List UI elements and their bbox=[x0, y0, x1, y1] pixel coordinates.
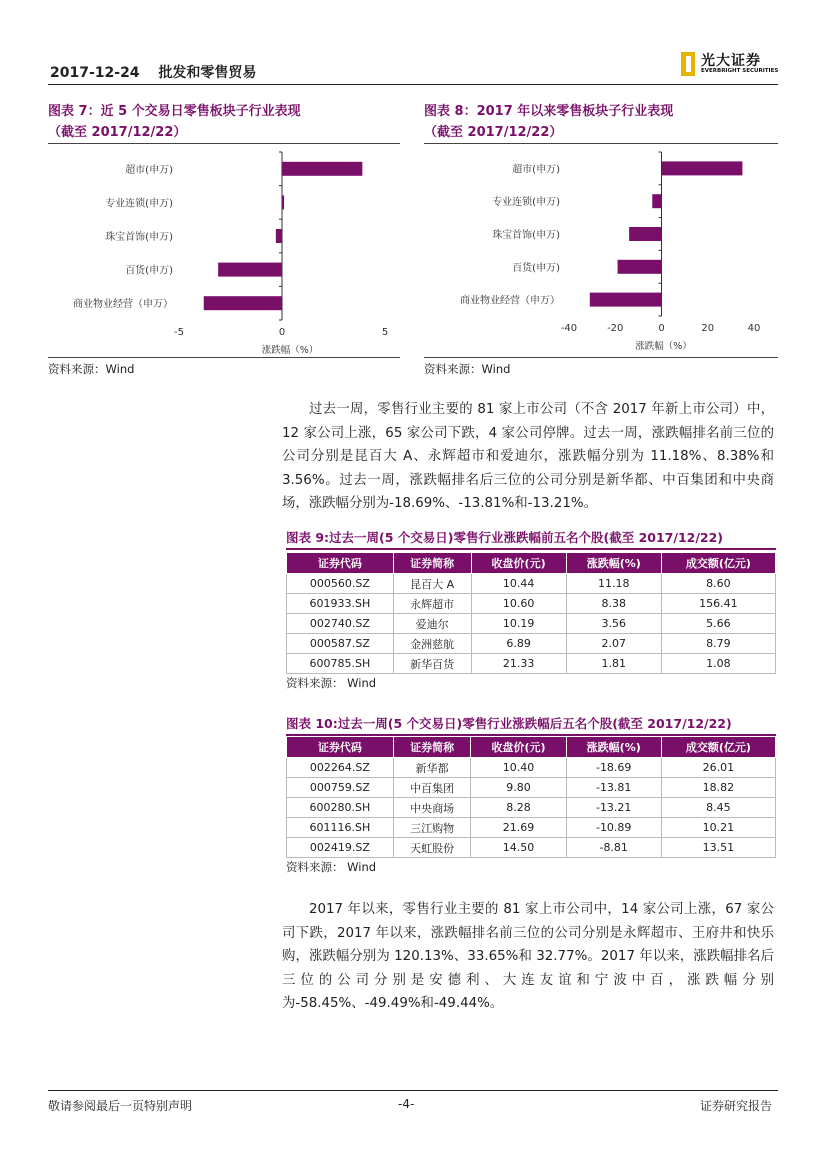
table-cell: 爱迪尔 bbox=[393, 614, 471, 634]
table-cell: -18.69 bbox=[566, 758, 661, 778]
fig7-top-rule bbox=[48, 143, 400, 144]
table-cell: 000587.SZ bbox=[287, 634, 394, 654]
table-cell: 601933.SH bbox=[287, 594, 394, 614]
x-tick-label: -40 bbox=[560, 323, 578, 334]
fig8-chart bbox=[424, 146, 778, 354]
paragraph-ytd bbox=[282, 898, 774, 1016]
column-header: 证券代码 bbox=[287, 737, 394, 758]
x-tick-label: 5 bbox=[381, 327, 389, 338]
table-cell: 21.33 bbox=[471, 654, 566, 674]
bar bbox=[590, 293, 662, 307]
table-cell: 11.18 bbox=[566, 574, 661, 594]
table-cell: 天虹股份 bbox=[393, 838, 471, 858]
table-cell: 002740.SZ bbox=[287, 614, 394, 634]
column-header: 涨跌幅(%) bbox=[566, 737, 661, 758]
category-label: 专业连锁(申万) bbox=[492, 197, 560, 209]
fig7-title bbox=[48, 101, 301, 143]
table9-caption: 图表 9:过去一周(5 个交易日)零售行业涨跌幅前五名个股(截至 2017/12/22) bbox=[286, 530, 724, 545]
column-header: 证券简称 bbox=[393, 737, 471, 758]
category-label: 百货(申万) bbox=[125, 265, 173, 277]
logo-subtext: EVERBRIGHT SECURITIES bbox=[701, 68, 779, 74]
table-cell: 3.56 bbox=[566, 614, 661, 634]
fig7-title-line1: 图表 7：近 5 个交易日零售板块子行业表现 bbox=[48, 104, 301, 119]
paragraph-weekly-text: 过去一周，零售行业主要的 81 家上市公司（不含 2017 年新上市公司）中，12 家公司上涨，65 家公司下跌，4 家公司停牌。过去一周，涨跌幅排名前三位的公司分别是昆百大 A、永辉超市和爱迪尔，涨跌幅分别为 11.18%、8.38%和 3.56%。过去一周，涨跌幅排名后三位的公司分别是新华都、中百集团和中央商场，涨跌幅分别为-18.69%、-13.81%和-13.21%。 bbox=[282, 402, 774, 512]
bar bbox=[629, 227, 661, 241]
table-cell: 8.38 bbox=[566, 594, 661, 614]
page-number: -4- bbox=[398, 1097, 415, 1111]
x-tick-label: -5 bbox=[174, 327, 184, 338]
table-cell: 新华百货 bbox=[393, 654, 471, 674]
table-cell: 三江购物 bbox=[393, 818, 471, 838]
table-cell: 26.01 bbox=[661, 758, 775, 778]
x-axis-title: 涨跌幅（%） bbox=[635, 341, 692, 352]
table-cell: 10.44 bbox=[471, 574, 566, 594]
x-tick-label: -20 bbox=[607, 323, 624, 334]
table-row bbox=[287, 654, 776, 674]
report-sector: 批发和零售贸易 bbox=[158, 65, 257, 81]
fig8-title-line2: （截至 2017/12/22） bbox=[424, 125, 563, 140]
table-cell: 2.07 bbox=[566, 634, 661, 654]
x-tick-label: 0 bbox=[658, 323, 665, 334]
table-cell: 中百集团 bbox=[393, 778, 471, 798]
table-row bbox=[287, 614, 776, 634]
table-cell: -10.89 bbox=[566, 818, 661, 838]
table-row bbox=[287, 818, 776, 838]
table-cell: 1.08 bbox=[661, 654, 775, 674]
footer-divider bbox=[48, 1090, 778, 1091]
table-cell: 8.60 bbox=[661, 574, 775, 594]
fig7-bottom-rule bbox=[48, 357, 400, 358]
table-cell: 000560.SZ bbox=[287, 574, 394, 594]
paragraph-ytd-text: 2017 年以来，零售行业主要的 81 家上市公司中，14 家公司上涨，67 家公司下跌，2017 年以来，涨跌幅排名前三位的公司分别是永辉超市、王府井和快乐购，涨跌幅分别为 120.13%、33.65%和 32.77%。2017 年以来，涨跌幅排名后三位的公司分别是安德利、大连友谊和宁波中百，涨跌幅分别为-58.45%、-49.49%和-49.44%。 bbox=[282, 902, 774, 1012]
table-cell: 600280.SH bbox=[287, 798, 394, 818]
table10-source: 资料来源： Wind bbox=[286, 860, 377, 874]
table-row bbox=[287, 758, 776, 778]
table-cell: 14.50 bbox=[471, 838, 566, 858]
report-date: 2017-12-24 bbox=[50, 65, 140, 81]
category-label: 超市(申万) bbox=[512, 164, 560, 176]
footer-report-type: 证券研究报告 bbox=[700, 1099, 773, 1113]
table10-caption: 图表 10:过去一周(5 个交易日)零售行业涨跌幅后五名个股(截至 2017/12/22) bbox=[286, 716, 732, 731]
fig8-title bbox=[424, 101, 673, 143]
table-row bbox=[287, 594, 776, 614]
table-cell: -13.81 bbox=[566, 778, 661, 798]
bar bbox=[204, 296, 282, 310]
fig7-chart bbox=[48, 146, 400, 354]
header-divider bbox=[48, 84, 778, 85]
column-header: 收盘价(元) bbox=[471, 553, 566, 574]
table-cell: 金洲慈航 bbox=[393, 634, 471, 654]
table-row bbox=[287, 798, 776, 818]
table-cell: 002419.SZ bbox=[287, 838, 394, 858]
category-label: 百货(申万) bbox=[512, 262, 560, 274]
category-label: 珠宝首饰(申万) bbox=[492, 230, 560, 241]
table9-source: 资料来源： Wind bbox=[286, 676, 377, 690]
table-header-row bbox=[287, 737, 776, 758]
fig8-top-rule bbox=[424, 143, 778, 144]
bar bbox=[276, 229, 282, 243]
table-row bbox=[287, 838, 776, 858]
table-cell: 9.80 bbox=[471, 778, 566, 798]
table-cell: 000759.SZ bbox=[287, 778, 394, 798]
column-header: 证券代码 bbox=[287, 553, 394, 574]
report-header bbox=[50, 62, 256, 82]
table-row bbox=[287, 634, 776, 654]
table-cell: 中央商场 bbox=[393, 798, 471, 818]
bar bbox=[662, 161, 743, 175]
table-cell: 10.19 bbox=[471, 614, 566, 634]
fig7-title-line2: （截至 2017/12/22） bbox=[48, 125, 187, 140]
logo-mark-icon bbox=[681, 52, 695, 76]
table-cell: 10.60 bbox=[471, 594, 566, 614]
table-cell: 600785.SH bbox=[287, 654, 394, 674]
table-cell: 002264.SZ bbox=[287, 758, 394, 778]
table9 bbox=[286, 552, 776, 674]
category-label: 超市(申万) bbox=[125, 164, 173, 176]
table-header-row bbox=[287, 553, 776, 574]
column-header: 成交额(亿元) bbox=[661, 737, 775, 758]
bar bbox=[652, 194, 661, 208]
table-cell: 8.28 bbox=[471, 798, 566, 818]
table-cell: 10.21 bbox=[661, 818, 775, 838]
table-cell: 1.81 bbox=[566, 654, 661, 674]
table-cell: 601116.SH bbox=[287, 818, 394, 838]
category-label: 专业连锁(申万) bbox=[105, 198, 173, 210]
table-cell: 18.82 bbox=[661, 778, 775, 798]
fig8-source: 资料来源：Wind bbox=[424, 362, 511, 376]
table-cell: 8.45 bbox=[661, 798, 775, 818]
category-label: 商业物业经营（申万） bbox=[73, 299, 173, 311]
bar bbox=[282, 162, 362, 176]
fig8-bottom-rule bbox=[424, 357, 778, 358]
table-cell: 6.89 bbox=[471, 634, 566, 654]
table-cell: 156.41 bbox=[661, 594, 775, 614]
table-cell: 新华都 bbox=[393, 758, 471, 778]
table-row bbox=[287, 778, 776, 798]
table-cell: 永辉超市 bbox=[393, 594, 471, 614]
table-cell: 5.66 bbox=[661, 614, 775, 634]
paragraph-weekly bbox=[282, 398, 774, 516]
fig8-title-line1: 图表 8：2017 年以来零售板块子行业表现 bbox=[424, 104, 674, 119]
logo-text: 光大证券 bbox=[701, 53, 761, 69]
x-tick-label: 20 bbox=[701, 323, 715, 334]
column-header: 证券简称 bbox=[393, 553, 471, 574]
x-tick-label: 40 bbox=[747, 323, 761, 334]
x-tick-label: 0 bbox=[278, 327, 286, 338]
table-cell: 昆百大 A bbox=[393, 574, 471, 594]
table-row bbox=[287, 574, 776, 594]
bar bbox=[282, 195, 284, 209]
table-cell: 8.79 bbox=[661, 634, 775, 654]
category-label: 商业物业经营（申万） bbox=[460, 295, 560, 307]
column-header: 涨跌幅(%) bbox=[566, 553, 661, 574]
company-logo bbox=[681, 52, 781, 78]
fig7-source: 资料来源：Wind bbox=[48, 362, 135, 376]
bar bbox=[618, 260, 662, 274]
table9-caption-rule bbox=[286, 548, 776, 550]
table-cell: 10.40 bbox=[471, 758, 566, 778]
table-cell: 21.69 bbox=[471, 818, 566, 838]
bar bbox=[218, 263, 282, 277]
column-header: 收盘价(元) bbox=[471, 737, 566, 758]
x-axis-title: 涨跌幅（%） bbox=[261, 345, 319, 354]
category-label: 珠宝首饰(申万) bbox=[105, 232, 173, 243]
table-cell: -8.81 bbox=[566, 838, 661, 858]
column-header: 成交额(亿元) bbox=[661, 553, 775, 574]
table-cell: -13.21 bbox=[566, 798, 661, 818]
footer-disclaimer: 敬请参阅最后一页特别声明 bbox=[48, 1099, 193, 1113]
table-cell: 13.51 bbox=[661, 838, 775, 858]
table10 bbox=[286, 736, 776, 858]
